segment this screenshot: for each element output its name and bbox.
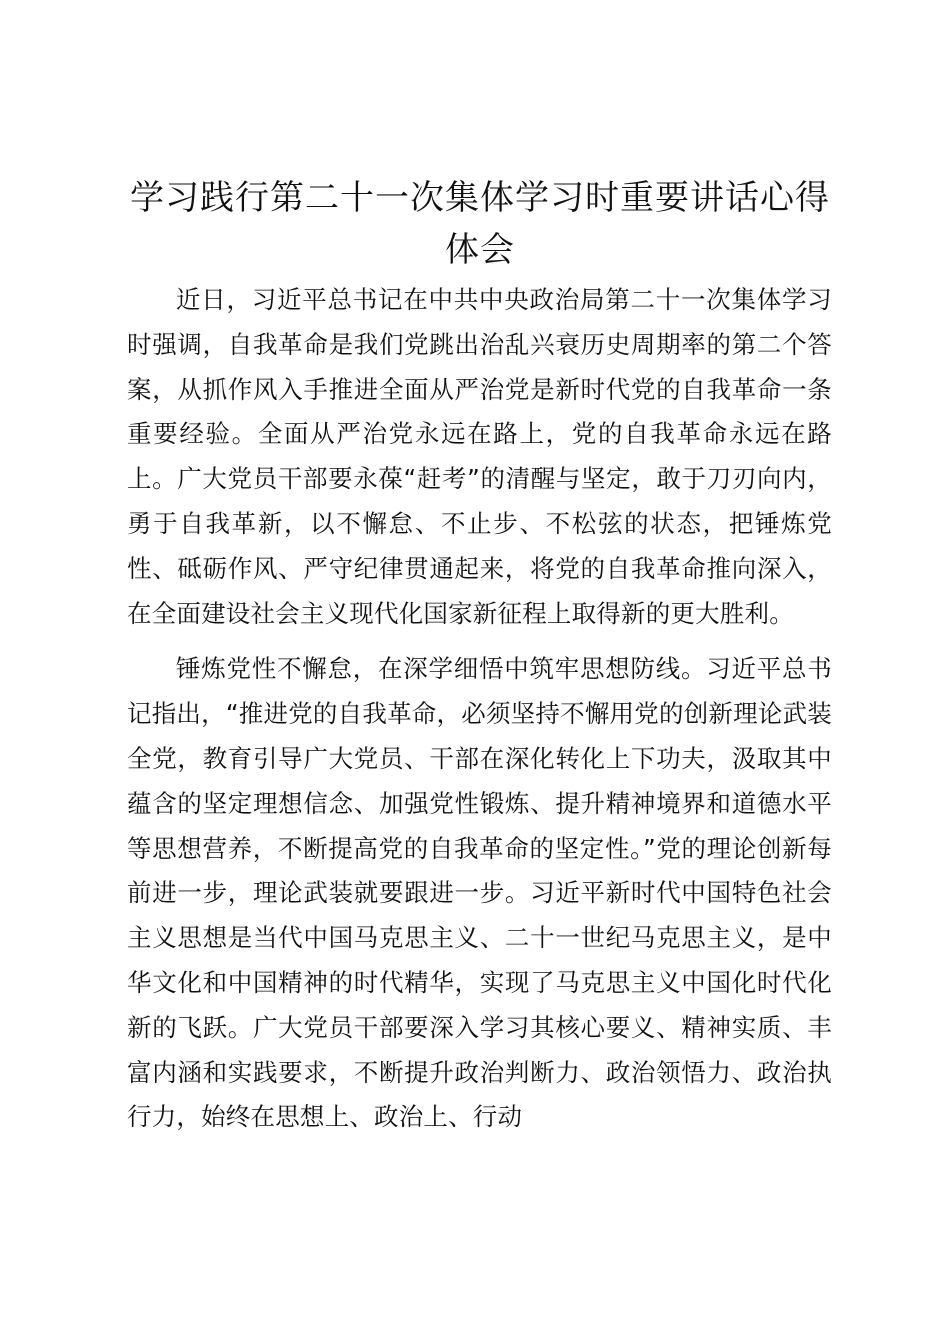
document-title: 学习践行第二十一次集体学习时重要讲话心得体会 [130,178,830,270]
paragraph-party-spirit: 锤炼党性不懈怠，在深学细悟中筑牢思想防线。习近平总书记指出，“推进党的自我革命，必须坚持不懈用党的创新理论武装全党，教育引导广大党员、干部在深化转化上下功夫，汲取其中蕴含的坚定理想信念、加强党性锻炼、提升精神境界和道德水平等思想营养，不断提高党的自我革命的坚定性。”党的理论创新每前进一步，理论武装就要跟进一步。习近平新时代中国特色社会主义思想是当代中国马克思主义、二十一世纪马克思主义，是中华文化和中国精神的时代精华，实现了马克思主义中国化时代化新的飞跃。广大党员干部要深入学习其核心要义、精神实质、丰富内涵和实践要求，不断提升政治判断力、政治领悟力、政治执行力，始终在思想上、政治上、行动 [127,654,832,1132]
paragraph-intro: 近日，习近平总书记在中共中央政治局第二十一次集体学习时强调，自我革命是我们党跳出治乱兴衰历史周期率的第二个答案，从抓作风入手推进全面从严治党是新时代党的自我革命一条重要经验。全面从严治党永远在路上，党的自我革命永远在路上。广大党员干部要永葆“赶考”的清醒与坚定，敢于刀刃向内，勇于自我革新，以不懈怠、不止步、不松弦的状态，把锤炼党性、砥砺作风、严守纪律贯通起来，将党的自我革命推向深入，在全面建设社会主义现代化国家新征程上取得新的更大胜利。 [127,285,832,628]
document-body [127,278,832,1151]
